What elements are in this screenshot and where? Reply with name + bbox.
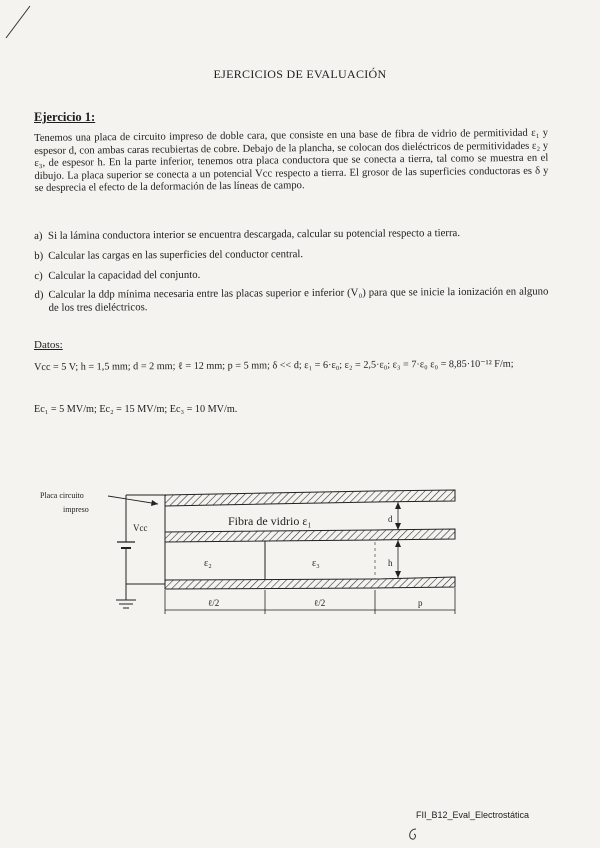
circuit-board-figure [0, 470, 600, 630]
top-copper-plate [165, 490, 455, 506]
epsilon2-label: ε₂ [204, 558, 212, 569]
handwritten-mark [405, 826, 421, 844]
question-item [34, 246, 548, 262]
question-text: Si la lámina conductora interior se encuentra descargada, calcular su potencial respecto a tierra. [47, 227, 461, 242]
fiber-label: Fibra de vidrio ε₁ [228, 514, 312, 528]
question-list [34, 226, 549, 322]
datos-heading: Datos: [34, 339, 63, 351]
middle-copper-plate [165, 529, 455, 542]
board-label-line1: Placa circuito [40, 491, 84, 500]
footer-filename: FII_B12_Eval_Electrostática [416, 810, 530, 820]
question-label: b) [34, 249, 44, 262]
d-label: d [388, 514, 393, 524]
l2-right-label: ℓ/2 [314, 598, 326, 608]
bottom-ground-plate [165, 577, 455, 589]
datos-critical-fields: Ec₁ = 5 MV/m; Ec₂ = 15 MV/m; Ec₃ = 10 MV/m. [34, 404, 238, 415]
page-title: EJERCICIOS DE EVALUACIÓN [213, 67, 387, 81]
question-text: Calcular las cargas en las superficies del conductor central. [48, 247, 304, 262]
board-label-line2: impreso [63, 505, 89, 514]
exercise-statement: Tenemos una placa de circuito impreso de doble cara, que consiste en una base de fibra de vidrio de permitividad ε₁ y espesor d, con ambas caras recubiertas de cobre. Debajo de la plancha, se colocan dos dieléctricos de permitividades ε₂ y ε₃, de espesor h. En la parte inferior, tenemos otra placa conductora que se conecta a tierra, tal como se muestra en el dibujo. La placa superior se conecta a un potencial Vcc respecto a tierra. El grosor de las superficies conductoras es δ y se desprecia el efecto de la deformación de las líneas de campo. [34, 127, 549, 195]
scan-corner-mark [0, 0, 40, 50]
vcc-label: Vcc [133, 523, 148, 533]
exercise-heading: Ejercicio 1: [34, 110, 96, 124]
question-label: c) [34, 269, 43, 282]
l2-left-label: ℓ/2 [208, 598, 220, 608]
question-label: d) [34, 289, 44, 302]
question-text: Calcular la ddp mínima necesaria entre las placas superior e inferior (V₀) para que se inicie la ionización en alguno de los tres dieléctricos. [48, 285, 549, 315]
h-label: h [388, 558, 393, 568]
question-label: a) [34, 229, 43, 242]
question-item [34, 266, 548, 282]
p-label: p [418, 598, 423, 608]
datos-values: Vcc = 5 V; h = 1,5 mm; d = 2 mm; ℓ = 12 mm; p = 5 mm; δ << d; ε₁ = 6·ε₀; ε₂ = 2,5·ε₀; ε₃ = 7·ε₀ ε₀ = 8,85·10⁻¹² F/m; [34, 358, 514, 373]
question-item [34, 226, 548, 242]
epsilon3-label: ε₃ [312, 558, 320, 569]
question-item [34, 286, 548, 315]
question-text: Calcular la capacidad del conjunto. [48, 268, 201, 282]
board-leader-line [108, 496, 158, 504]
